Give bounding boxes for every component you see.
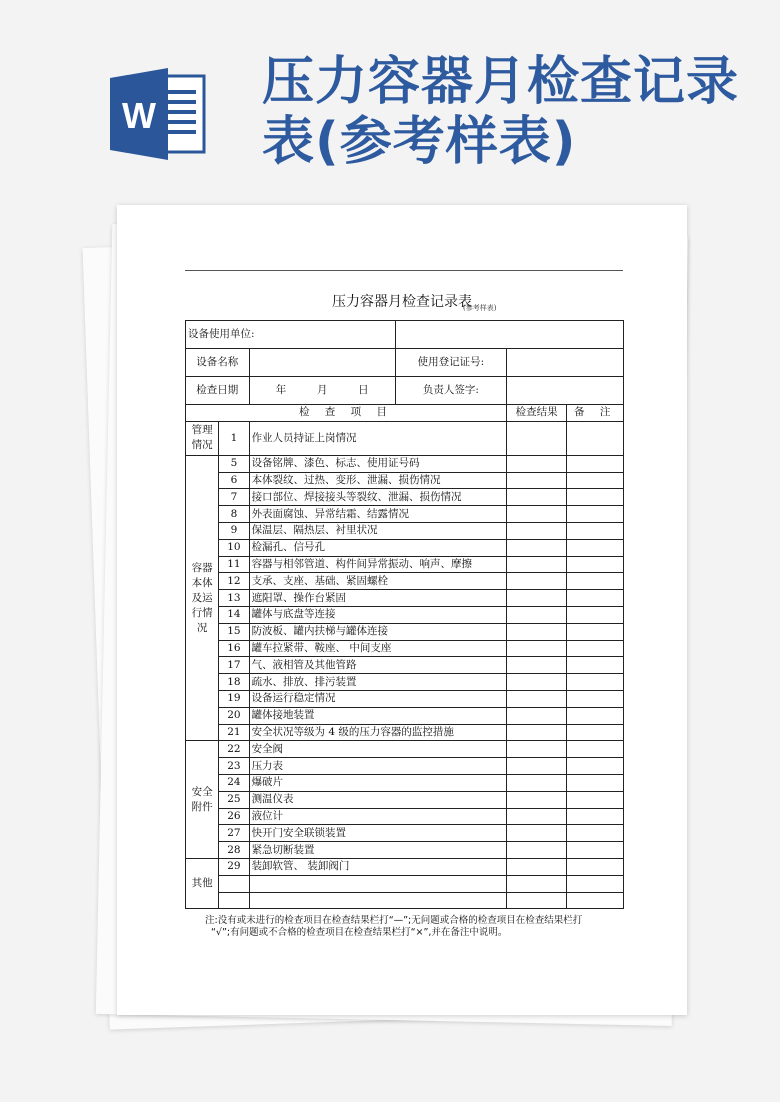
item-text: 设备运行稳定情况 <box>249 690 506 707</box>
note-cell[interactable] <box>567 455 624 472</box>
document-subtitle: (参考样表) <box>463 304 497 312</box>
item-number: 17 <box>219 657 249 674</box>
item-number: 28 <box>219 842 249 859</box>
note-cell[interactable] <box>567 791 624 808</box>
item-text: 装卸软管、 装卸阀门 <box>249 858 506 875</box>
day-label: 日 <box>358 384 369 396</box>
result-cell[interactable] <box>506 657 567 674</box>
note-cell[interactable] <box>567 690 624 707</box>
note-cell[interactable] <box>567 774 624 791</box>
result-cell[interactable] <box>506 842 567 859</box>
item-text: 接口部位、焊接接头等裂纹、泄漏、损伤情况 <box>249 489 506 506</box>
note-cell[interactable] <box>567 522 624 539</box>
note-cell[interactable] <box>567 421 624 455</box>
table-row <box>186 421 624 455</box>
item-text: 紧急切断装置 <box>249 842 506 859</box>
name-label: 设备名称 <box>186 349 250 377</box>
item-text: 气、液相管及其他管路 <box>249 657 506 674</box>
table-row <box>186 825 624 842</box>
result-cell[interactable] <box>506 421 567 455</box>
month-label: 月 <box>316 384 328 396</box>
header-rule <box>185 270 623 271</box>
item-number: 9 <box>219 522 249 539</box>
result-cell[interactable] <box>506 825 567 842</box>
item-number: 15 <box>219 623 249 640</box>
item-number: 18 <box>219 674 249 691</box>
item-number: 16 <box>219 640 249 657</box>
table-row <box>186 489 624 506</box>
item-number: 26 <box>219 808 249 825</box>
item-number: 1 <box>219 421 249 455</box>
table-row <box>186 741 624 758</box>
item-number: 29 <box>219 858 249 875</box>
note-cell[interactable] <box>567 892 624 909</box>
result-cell[interactable] <box>506 690 567 707</box>
note-cell[interactable] <box>567 556 624 573</box>
table-row <box>186 506 624 523</box>
item-text: 安全阀 <box>249 741 506 758</box>
table-row <box>186 455 624 472</box>
item-text: 安全状况等级为 4 级的压力容器的监控措施 <box>249 724 506 741</box>
item-text: 保温层、隔热层、衬里状况 <box>249 522 506 539</box>
footnote-line: 注:没有或未进行的检查项目在检查结果栏打“—”;无问题或合格的检查项目在检查结果栏打 <box>205 915 583 926</box>
document-title: 压力容器月检查记录表 <box>332 294 472 310</box>
note-cell[interactable] <box>567 506 624 523</box>
category-safety: 安全附件 <box>186 741 219 859</box>
note-cell[interactable] <box>567 674 624 691</box>
unit-value[interactable] <box>395 321 623 349</box>
item-text: 罐体接地装置 <box>249 707 506 724</box>
table-row <box>186 808 624 825</box>
table-row <box>186 892 624 909</box>
table-row <box>186 539 624 556</box>
table-row <box>186 472 624 489</box>
svg-text:W: W <box>122 95 156 136</box>
table-row <box>186 623 624 640</box>
note-cell[interactable] <box>567 472 624 489</box>
item-text: 本体裂纹、过热、变形、泄漏、损伤情况 <box>249 472 506 489</box>
note-cell[interactable] <box>567 875 624 892</box>
note-cell[interactable] <box>567 623 624 640</box>
item-text: 作业人员持证上岗情况 <box>249 421 506 455</box>
item-text: 罐车拉紧带、鞍座、 中间支座 <box>249 640 506 657</box>
table-row <box>186 758 624 775</box>
note-cell[interactable] <box>567 741 624 758</box>
reg-value[interactable] <box>506 349 623 377</box>
table-row <box>186 858 624 875</box>
note-cell[interactable] <box>567 842 624 859</box>
table-row <box>186 724 624 741</box>
item-number: 10 <box>219 539 249 556</box>
item-number: 20 <box>219 707 249 724</box>
item-text[interactable] <box>249 875 506 892</box>
item-number: 25 <box>219 791 249 808</box>
result-cell[interactable] <box>506 892 567 909</box>
result-cell[interactable] <box>506 774 567 791</box>
item-number: 27 <box>219 825 249 842</box>
table-row <box>186 842 624 859</box>
note-cell[interactable] <box>567 657 624 674</box>
result-cell[interactable] <box>506 674 567 691</box>
item-number: 21 <box>219 724 249 741</box>
result-cell[interactable] <box>506 758 567 775</box>
result-cell[interactable] <box>506 724 567 741</box>
table-row <box>186 657 624 674</box>
result-cell[interactable] <box>506 707 567 724</box>
item-number: 11 <box>219 556 249 573</box>
item-number: 7 <box>219 489 249 506</box>
sign-label: 负责人签字: <box>395 377 506 405</box>
item-number: 19 <box>219 690 249 707</box>
table-row <box>186 774 624 791</box>
item-number <box>219 875 249 892</box>
item-text: 支承、支座、基础、紧固螺栓 <box>249 573 506 590</box>
date-label: 检查日期 <box>186 377 250 405</box>
result-cell[interactable] <box>506 808 567 825</box>
item-number: 22 <box>219 741 249 758</box>
note-cell[interactable] <box>567 606 624 623</box>
item-number: 24 <box>219 774 249 791</box>
item-text: 罐体与底盘等连接 <box>249 606 506 623</box>
result-cell[interactable] <box>506 489 567 506</box>
inspection-table <box>185 320 624 909</box>
item-text: 疏水、排放、排污装置 <box>249 674 506 691</box>
note-cell[interactable] <box>567 707 624 724</box>
item-text: 容器与相邻管道、构件间异常振动、响声、摩擦 <box>249 556 506 573</box>
result-cell[interactable] <box>506 573 567 590</box>
table-row <box>186 707 624 724</box>
unit-label: 设备使用单位: <box>186 321 396 349</box>
hero-title: 压力容器月检查记录表(参考样表) <box>262 52 740 172</box>
table-row <box>186 640 624 657</box>
category-body: 容器本体及运行情况 <box>186 455 219 741</box>
table-row <box>186 556 624 573</box>
column-header-row <box>186 405 624 422</box>
table-row <box>186 590 624 607</box>
result-cell[interactable] <box>506 522 567 539</box>
date-row <box>186 377 624 405</box>
item-text: 测温仪表 <box>249 791 506 808</box>
document-page <box>117 205 687 1015</box>
item-number: 8 <box>219 506 249 523</box>
word-icon <box>110 66 208 162</box>
note-cell[interactable] <box>567 640 624 657</box>
note-cell[interactable] <box>567 590 624 607</box>
name-value[interactable] <box>249 349 395 377</box>
col-result-header: 检查结果 <box>506 405 567 422</box>
note-cell[interactable] <box>567 573 624 590</box>
unit-row <box>186 321 624 349</box>
result-cell[interactable] <box>506 455 567 472</box>
table-row <box>186 674 624 691</box>
name-row <box>186 349 624 377</box>
item-text: 爆破片 <box>249 774 506 791</box>
footnote-line: “√”;有问题或不合格的检查项目在检查结果栏打“×”,并在备注中说明。 <box>211 927 508 938</box>
item-number: 23 <box>219 758 249 775</box>
table-row <box>186 573 624 590</box>
result-cell[interactable] <box>506 623 567 640</box>
result-cell[interactable] <box>506 875 567 892</box>
item-text: 遮阳罩、操作台紧固 <box>249 590 506 607</box>
item-number <box>219 892 249 909</box>
result-cell[interactable] <box>506 556 567 573</box>
category-management: 管理情况 <box>186 421 219 455</box>
note-cell[interactable] <box>567 539 624 556</box>
result-cell[interactable] <box>506 606 567 623</box>
item-text: 外表面腐蚀、异常结霜、结露情况 <box>249 506 506 523</box>
item-text[interactable] <box>249 892 506 909</box>
result-cell[interactable] <box>506 472 567 489</box>
sign-value[interactable] <box>506 377 623 405</box>
result-cell[interactable] <box>506 741 567 758</box>
note-cell[interactable] <box>567 489 624 506</box>
item-number: 6 <box>219 472 249 489</box>
result-cell[interactable] <box>506 858 567 875</box>
result-cell[interactable] <box>506 791 567 808</box>
table-row <box>186 606 624 623</box>
item-number: 13 <box>219 590 249 607</box>
col-note-header: 备 注 <box>567 405 624 422</box>
item-text: 检漏孔、信号孔 <box>249 539 506 556</box>
note-cell[interactable] <box>567 724 624 741</box>
table-row <box>186 690 624 707</box>
category-other: 其他 <box>186 858 219 908</box>
note-cell[interactable] <box>567 858 624 875</box>
reg-label: 使用登记证号: <box>395 349 506 377</box>
note-cell[interactable] <box>567 758 624 775</box>
note-cell[interactable] <box>567 808 624 825</box>
result-cell[interactable] <box>506 539 567 556</box>
table-row <box>186 791 624 808</box>
col-item-header: 检 查 项 目 <box>186 405 507 422</box>
item-text: 设备铭牌、漆色、标志、使用证号码 <box>249 455 506 472</box>
result-cell[interactable] <box>506 506 567 523</box>
date-value[interactable] <box>249 377 395 405</box>
table-row <box>186 522 624 539</box>
item-number: 14 <box>219 606 249 623</box>
item-text: 压力表 <box>249 758 506 775</box>
year-label: 年 <box>275 384 287 396</box>
item-text: 快开门安全联锁装置 <box>249 825 506 842</box>
table-row <box>186 875 624 892</box>
footnote <box>205 915 625 939</box>
item-number: 5 <box>219 455 249 472</box>
result-cell[interactable] <box>506 590 567 607</box>
item-text: 防波板、罐内扶梯与罐体连接 <box>249 623 506 640</box>
note-cell[interactable] <box>567 825 624 842</box>
result-cell[interactable] <box>506 640 567 657</box>
item-text: 液位计 <box>249 808 506 825</box>
item-number: 12 <box>219 573 249 590</box>
